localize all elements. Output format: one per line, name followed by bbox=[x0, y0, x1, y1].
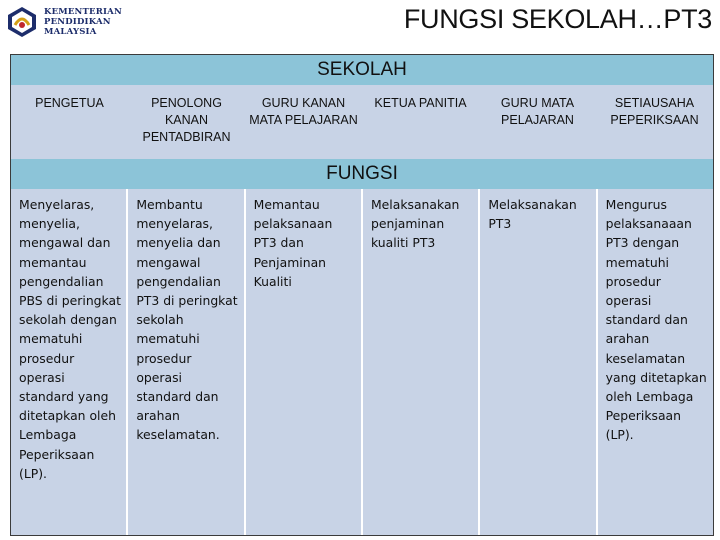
functions-table bbox=[10, 54, 714, 536]
ministry-name bbox=[44, 7, 122, 37]
role-pengetua: PENGETUA bbox=[35, 96, 104, 110]
crest-icon bbox=[4, 5, 40, 39]
role-guru-mata-pelajaran: GURU MATA PELAJARAN bbox=[500, 96, 575, 127]
role-guru-kanan: GURU KANAN MATA PELAJARAN bbox=[249, 96, 358, 127]
role-ketua-panitia: KETUA PANITIA bbox=[374, 96, 467, 110]
function-guru-kanan: Memantau pelaksanaan PT3 dan Penjaminan Kualiti bbox=[244, 189, 361, 535]
ministry-name-line2: PENDIDIKAN bbox=[44, 17, 111, 27]
header-fungsi: FUNGSI bbox=[11, 159, 713, 189]
functions-row bbox=[11, 189, 713, 535]
function-guru-mata-pelajaran: Melaksanakan PT3 bbox=[478, 189, 595, 535]
role-penolong-kanan: PENOLONG KANAN PENTADBIRAN bbox=[142, 96, 231, 144]
function-penolong-kanan: Membantu menyelaras, menyelia dan mengawal pengendalian PT3 di peringkat sekolah mematuhi prosedur operasi standard dan arahan keselamatan. bbox=[126, 189, 243, 535]
role-setiausaha: SETIAUSAHA PEPERIKSAAN bbox=[610, 96, 699, 127]
slide-title: FUNGSI SEKOLAH…PT3 bbox=[403, 4, 712, 34]
ministry-name-line1: KEMENTERIAN bbox=[44, 7, 122, 17]
function-ketua-panitia: Melaksanakan penjaminan kualiti PT3 bbox=[361, 189, 478, 535]
ministry-logo bbox=[4, 4, 126, 40]
header-sekolah: SEKOLAH bbox=[11, 55, 713, 85]
function-pengetua: Menyelaras, menyelia, mengawal dan memantau pengendalian PBS di peringkat sekolah dengan mematuhi prosedur operasi standard yang ditetapkan oleh Lembaga Peperiksaan (LP). bbox=[19, 197, 121, 481]
function-setiausaha: Mengurus pelaksanaaan PT3 dengan mematuhi prosedur operasi standard dan arahan keselamatan yang ditetapkan oleh Lembaga Peperiksaan (LP). bbox=[596, 189, 713, 535]
roles-row bbox=[11, 85, 713, 159]
ministry-name-line3: MALAYSIA bbox=[44, 27, 97, 37]
